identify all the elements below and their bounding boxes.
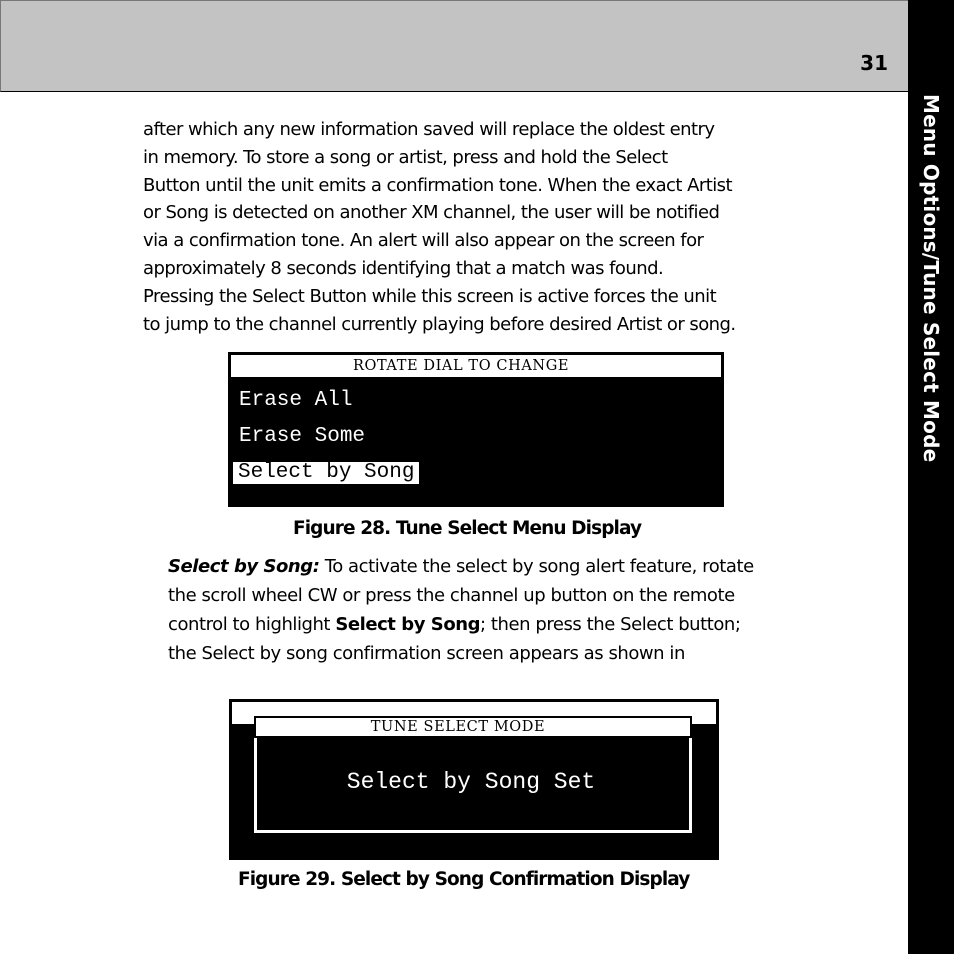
page-number: 31 <box>860 51 888 75</box>
text-line: in memory. To store a song or artist, press and hold the Select <box>143 146 668 168</box>
confirmation-message: Select by Song Set <box>346 769 596 795</box>
display-header: ROTATE DIAL TO CHANGE <box>231 355 721 377</box>
text-line: via a confirmation tone. An alert will also appear on the screen for <box>143 230 704 252</box>
text-fragment: To activate the select by song alert feature, rotate <box>319 556 754 577</box>
text-line: the Select by song confirmation screen appears as shown in <box>168 643 685 664</box>
menu-item-erase-some: Erase Some <box>239 425 366 448</box>
text-fragment: ; then press the Select button; <box>480 614 741 635</box>
text-line <box>168 552 868 581</box>
text-line: after which any new information saved will replace the oldest entry <box>143 119 715 140</box>
body-paragraph-2 <box>168 552 868 668</box>
text-line: approximately 8 seconds identifying that a match was found. <box>143 257 664 279</box>
text-line: Pressing the Select Button while this screen is active forces the unit <box>143 285 717 307</box>
text-line: or Song is detected on another XM channel, the user will be notified <box>143 202 720 224</box>
text-line: the scroll wheel CW or press the channel up button on the remote <box>168 585 735 606</box>
section-title: Menu Options/Tune Select Mode <box>919 94 943 463</box>
figure-28-caption: Figure 28. Tune Select Menu Display <box>293 518 642 539</box>
tune-select-menu-display <box>228 352 724 507</box>
body-paragraph-1 <box>143 116 863 338</box>
term-select-by-song: Select by Song: <box>168 556 320 577</box>
figure-29-caption: Figure 29. Select by Song Confirmation Display <box>238 869 690 890</box>
page-header-bar <box>0 0 908 92</box>
term-select-by-song-bold: Select by Song <box>335 614 481 635</box>
menu-item-erase-all: Erase All <box>239 389 353 412</box>
text-line: to jump to the channel currently playing before desired Artist or song. <box>143 313 736 335</box>
text-line: Button until the unit emits a confirmation tone. When the exact Artist <box>143 174 732 196</box>
text-line <box>168 610 868 639</box>
text-fragment: control to highlight <box>168 614 336 635</box>
section-side-tab <box>908 0 954 954</box>
display-header: TUNE SELECT MODE <box>254 716 692 738</box>
menu-item-select-by-song-highlighted: Select by Song <box>233 462 419 484</box>
select-by-song-confirmation-display <box>229 699 719 860</box>
